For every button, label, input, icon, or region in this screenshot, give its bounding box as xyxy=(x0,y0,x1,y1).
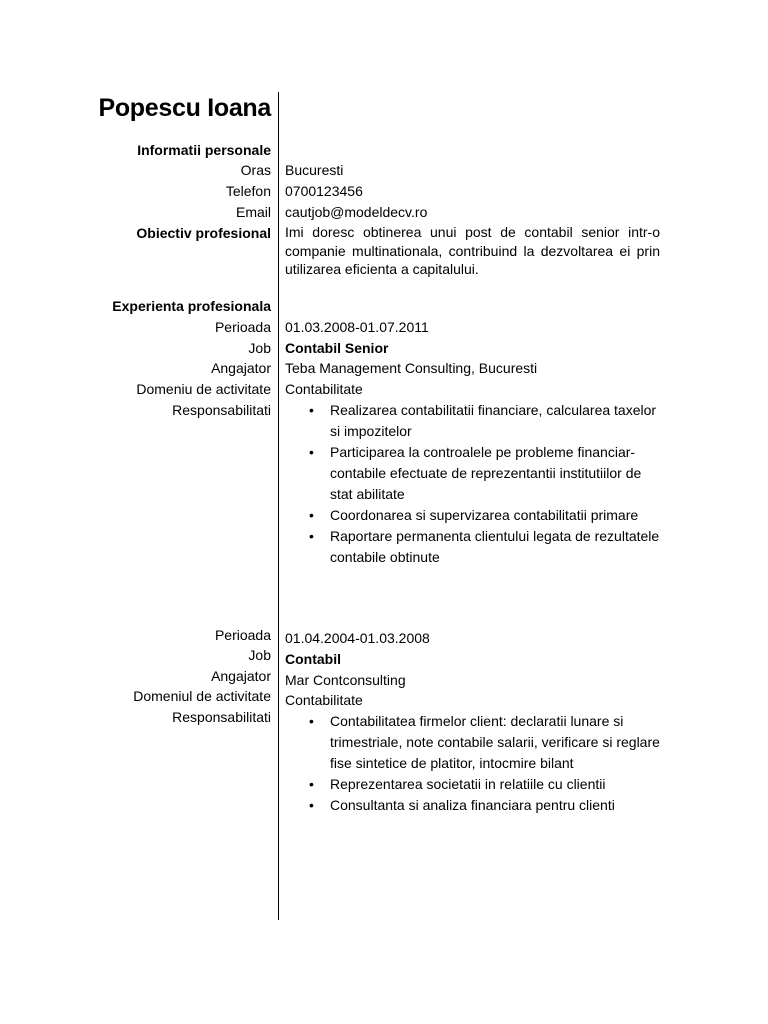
list-item xyxy=(285,442,660,505)
city-label: Oras xyxy=(240,162,271,178)
person-name: Popescu Ioana xyxy=(98,94,271,122)
list-item xyxy=(285,711,660,774)
phone-label: Telefon xyxy=(225,183,271,199)
job1-employer-value: Teba Management Consulting, Bucuresti xyxy=(285,360,538,376)
list-item-text: • Realizarea contabilitatii financiare, calcularea taxelor si impozitelor xyxy=(330,402,657,439)
list-item xyxy=(285,400,660,442)
experience-heading: Experienta profesionala xyxy=(112,298,271,314)
email-label: Email xyxy=(235,204,271,220)
job1-domain-value: Contabilitate xyxy=(285,381,363,397)
job2-domain-label: Domeniul de activitate xyxy=(133,688,271,704)
list-item xyxy=(285,526,660,568)
list-item-text: • Raportare permanenta clientului legata de rezultatele contabile obtinute xyxy=(330,528,660,565)
objective-value: Imi doresc obtinerea unui post de contabil senior intr-o companie multinationala, contribuind la dezvoltarea ei prin utilizarea eficienta a capitalului. xyxy=(285,224,660,277)
list-item xyxy=(285,795,660,816)
job2-period-value: 01.04.2004-01.03.2008 xyxy=(285,630,430,646)
objective-label: Obiectiv profesional xyxy=(136,225,271,241)
job2-responsibilities-list xyxy=(285,711,660,816)
job1-responsibilities-label: Responsabilitati xyxy=(172,402,271,418)
email-value: cautjob@modeldecv.ro xyxy=(285,204,428,220)
list-item-text: • Reprezentarea societatii in relatiile cu clientii xyxy=(330,776,606,792)
job2-period-label: Perioada xyxy=(214,627,271,643)
job2-employer-label: Angajator xyxy=(211,668,271,684)
job2-title-label: Job xyxy=(248,647,271,663)
city-value: Bucuresti xyxy=(285,162,344,178)
job1-period-label: Perioada xyxy=(214,319,271,335)
job1-period-value: 01.03.2008-01.07.2011 xyxy=(285,319,429,335)
list-item xyxy=(285,774,660,795)
job1-domain-label: Domeniu de activitate xyxy=(136,381,271,397)
job2-responsibilities-label: Responsabilitati xyxy=(172,709,271,725)
list-item-text: • Coordonarea si supervizarea contabilitatii primare xyxy=(330,507,639,523)
list-item-text: • Consultanta si analiza financiara pentru clienti xyxy=(330,797,615,813)
list-item-text: • Participarea la controalele pe probleme financiar-contabile efectuate de reprezentantii institutiilor de stat abilitate xyxy=(330,444,642,502)
list-item-text: • Contabilitatea firmelor client: declaratii lunare si trimestriale, note contabile salarii, verificare si reglare fise sintetice de platitor, intocmire bilant xyxy=(330,713,660,771)
job1-employer-label: Angajator xyxy=(211,360,271,376)
column-divider xyxy=(278,92,279,920)
personal-info-heading: Informatii personale xyxy=(137,142,271,158)
list-item xyxy=(285,505,660,526)
job2-domain-value: Contabilitate xyxy=(285,692,363,708)
job1-title-value: Contabil Senior xyxy=(285,340,389,356)
job2-title-value: Contabil xyxy=(285,651,341,667)
phone-value: 0700123456 xyxy=(285,183,363,199)
job2-employer-value: Mar Contconsulting xyxy=(285,672,406,688)
job1-title-label: Job xyxy=(248,340,271,356)
job1-responsibilities-list xyxy=(285,400,660,568)
